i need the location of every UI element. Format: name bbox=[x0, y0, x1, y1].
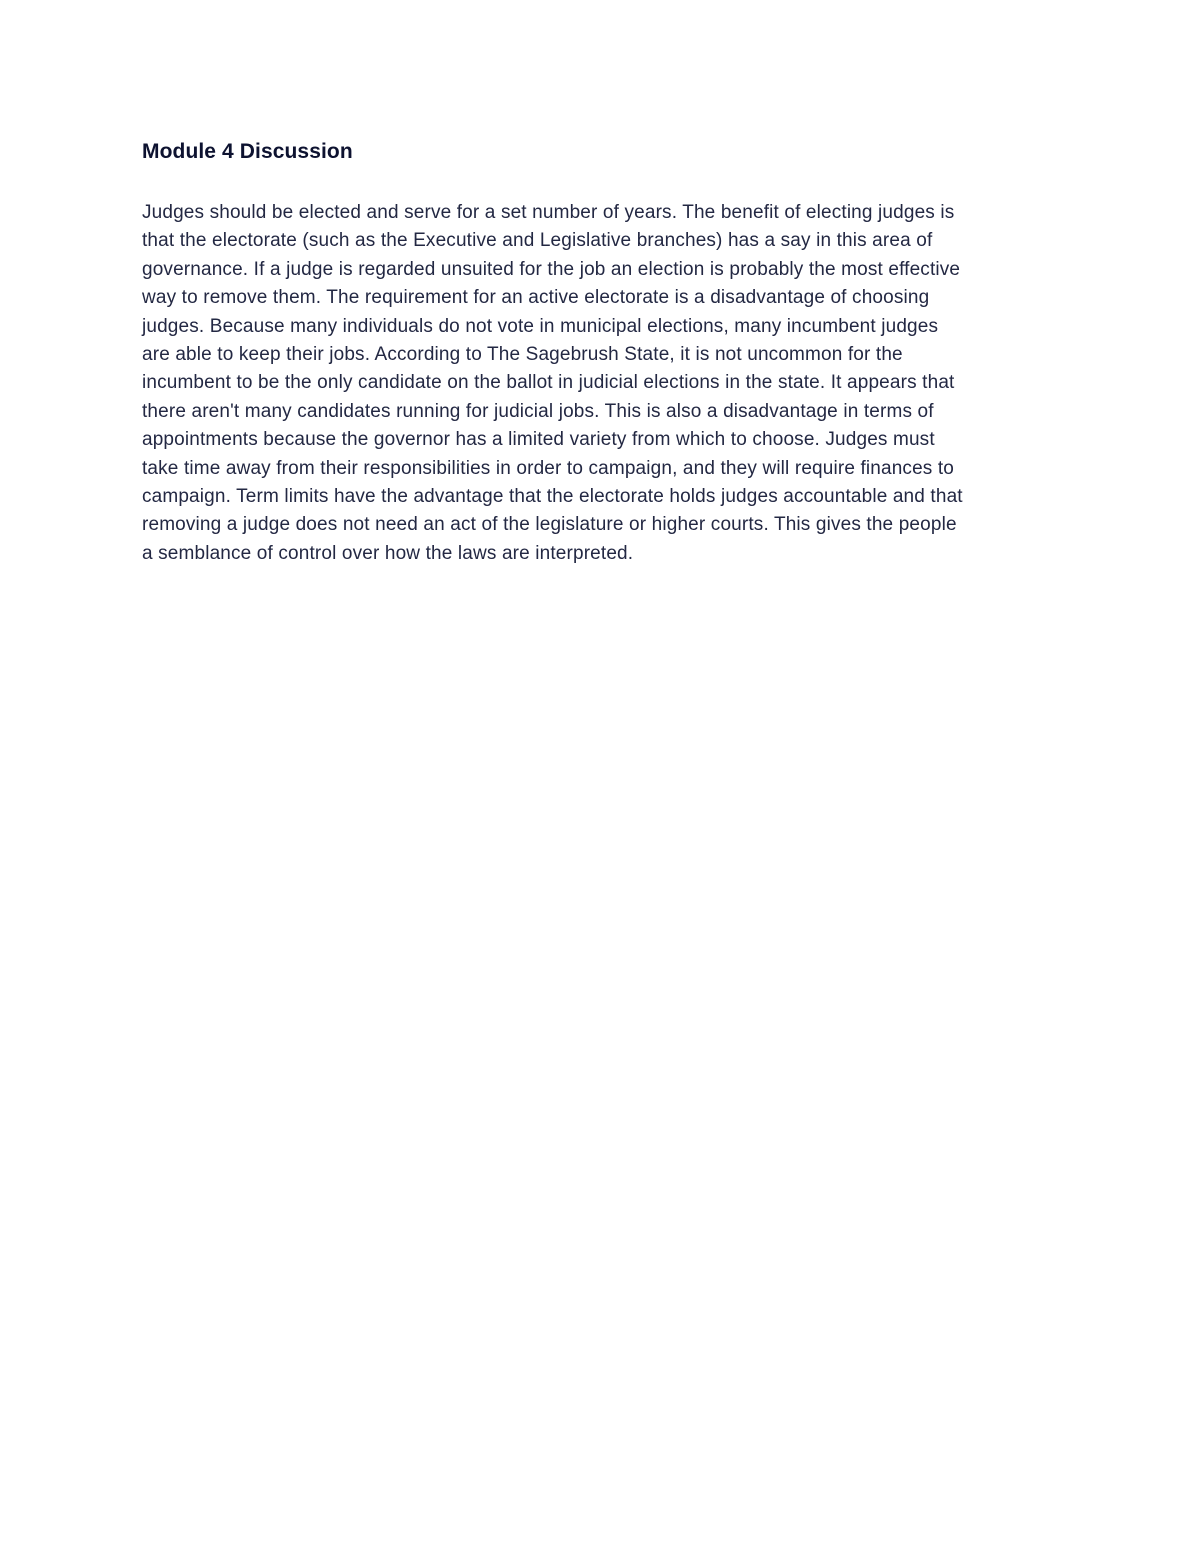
paragraph-line: incumbent to be the only candidate on the ballot in judicial elections in the state. It appears that bbox=[142, 372, 955, 394]
paragraph-line: governance. If a judge is regarded unsuited for the job an election is probably the most effective bbox=[142, 258, 961, 280]
paragraph-line: that the electorate (such as the Executive and Legislative branches) has a say in this area of bbox=[142, 230, 933, 252]
paragraph-line: a semblance of control over how the laws are interpreted. bbox=[142, 542, 634, 564]
document-title: Module 4 Discussion bbox=[142, 140, 353, 163]
paragraph-line: there aren't many candidates running for judicial jobs. This is also a disadvantage in terms of bbox=[142, 400, 934, 422]
paragraph-line: appointments because the governor has a limited variety from which to choose. Judges must bbox=[142, 429, 935, 451]
paragraph-line: judges. Because many individuals do not vote in municipal elections, many incumbent judges bbox=[142, 315, 939, 337]
paragraph-line: Judges should be elected and serve for a set number of years. The benefit of electing judges is bbox=[142, 202, 955, 223]
body-paragraph bbox=[142, 199, 963, 568]
paragraph-line: way to remove them. The requirement for an active electorate is a disadvantage of choosing bbox=[142, 287, 930, 309]
paragraph-line: are able to keep their jobs. According to The Sagebrush State, it is not uncommon for the bbox=[142, 344, 903, 366]
paragraph-line: take time away from their responsibilities in order to campaign, and they will require finances to bbox=[142, 457, 955, 479]
paragraph-line: removing a judge does not need an act of the legislature or higher courts. This gives the people bbox=[142, 514, 957, 536]
paragraph-line: campaign. Term limits have the advantage that the electorate holds judges accountable and that bbox=[142, 486, 963, 508]
